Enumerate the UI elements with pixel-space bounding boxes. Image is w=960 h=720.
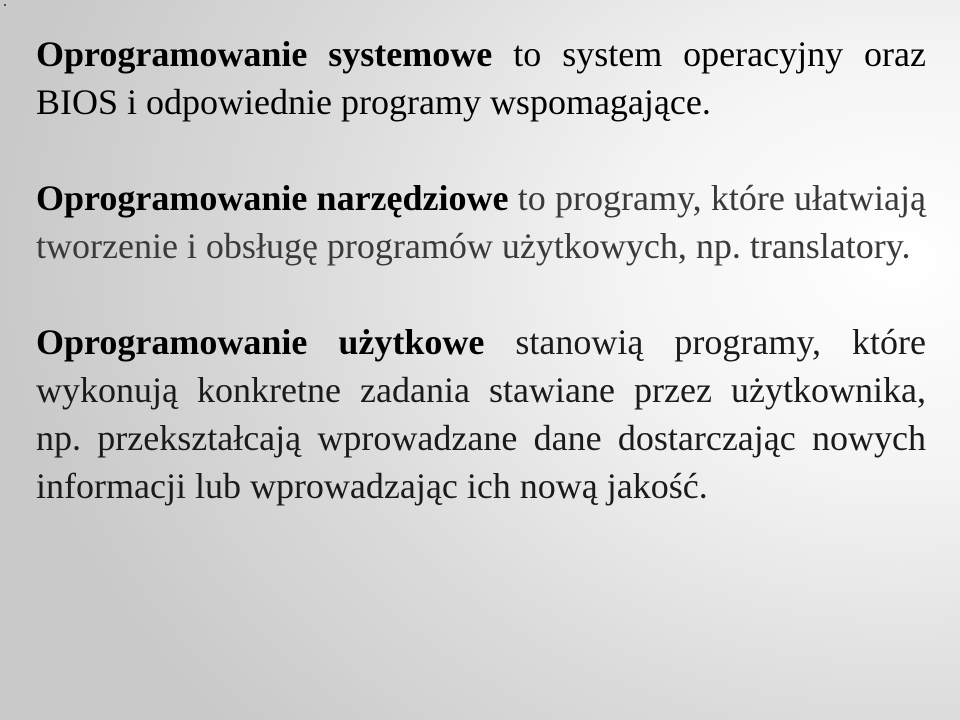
corner-dot	[4, 4, 6, 6]
definition-application-software: stanowią programy, które wykonują konkretne zadania stawiane przez użytkownika, np. przekształcają wprowadzane dane dostarczając nowych informacji lub wprowadzając ich nową jakość.	[36, 322, 926, 506]
paragraph-application-software	[36, 318, 926, 510]
term-tool-software: Oprogramowanie narzędziowe	[36, 178, 509, 218]
term-application-software: Oprogramowanie użytkowe	[36, 322, 485, 362]
term-system-software: Oprogramowanie systemowe	[36, 34, 493, 74]
paragraph-system-software	[36, 30, 926, 126]
definition-tool-software: to programy, które ułatwiają tworzenie i obsługę programów użytkowych, np. translatory.	[36, 178, 926, 266]
definition-system-software: to system operacyjny oraz BIOS i odpowiednie programy wspomagające.	[36, 34, 926, 122]
slide-content	[36, 30, 926, 510]
paragraph-tool-software	[36, 174, 926, 270]
